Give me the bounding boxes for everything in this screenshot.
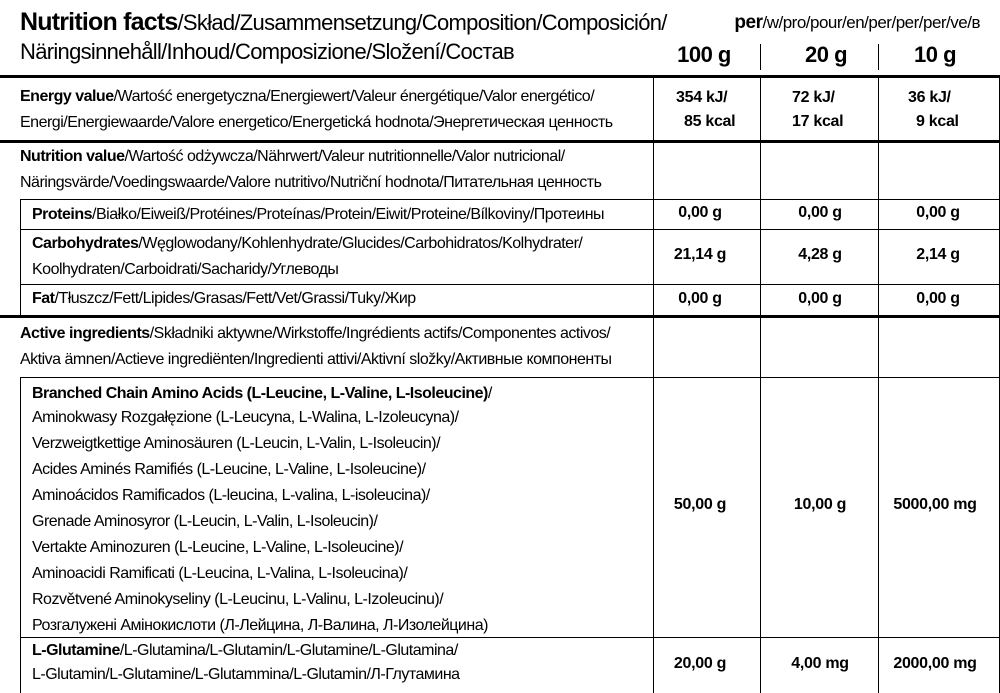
bcaa-line: Aminoacidi Ramificati (L-Leucina, L-Valina, L-Isoleucina)/ xyxy=(32,565,408,582)
glutamine-value-20g: 4,00 mg xyxy=(791,655,849,672)
energy-label-line2: Energi/Energiewaarde/Valore energetico/Energetická hodnota/Энергетическая ценность xyxy=(20,114,613,131)
nutrition-label: Nutrition value/Wartość odżywcza/Nährwert/Valeur nutritionnelle/Valor nutricional/ xyxy=(20,148,565,165)
active-ingredients-label: Active ingredients/Składniki aktywne/Wirkstoffe/Ingrédients actifs/Componentes activos/ xyxy=(20,325,611,342)
carbohydrates-value-100g: 21,14 g xyxy=(673,246,727,263)
bcaa-value-20g: 10,00 g xyxy=(793,496,847,513)
bcaa-line: Vertakte Aminozuren (L-Leucine, L-Valine, L-Isoleucine)/ xyxy=(32,539,404,556)
column-divider xyxy=(878,78,879,693)
bcaa-label: Branched Chain Amino Acids (L-Leucine, L-Valine, L-Isoleucine)/ xyxy=(32,385,492,402)
bcaa-translations xyxy=(32,405,488,639)
fat-value-100g: 0,00 g xyxy=(678,290,722,307)
active-ingredients-label-line2: Aktiva ämnen/Actieve ingrediënten/Ingredienti attivi/Aktivní složky/Активные компоненты xyxy=(20,351,612,368)
header-rule xyxy=(0,75,1000,78)
bcaa-value-100g: 50,00 g xyxy=(673,496,727,513)
column-divider xyxy=(878,44,879,70)
proteins-label: Proteins/Białko/Eiweiß/Protéines/Proteínas/Protein/Eiwit/Proteine/Bílkoviny/Протеины xyxy=(32,206,605,223)
energy-value-20g: 72 kJ/ 17 kcal xyxy=(792,89,844,130)
column-header-10g: 10 g xyxy=(913,42,957,67)
bcaa-line: Розгалужені Амінокислоти (Л-Лейцина, Л-Валина, Л-Изолейцина) xyxy=(32,617,488,634)
column-header-100g: 100 g xyxy=(677,42,731,67)
indent-rule xyxy=(20,377,21,693)
proteins-value-20g: 0,00 g xyxy=(798,204,842,221)
bcaa-line: Grenade Aminosyror (L-Leucin, L-Valin, L-Isoleucin)/ xyxy=(32,513,378,530)
carbohydrates-label-line2: Koolhydraten/Carboidrati/Sacharidy/Углеводы xyxy=(32,261,339,278)
energy-value-100g: 354 kJ/ 85 kcal xyxy=(676,89,736,130)
glutamine-value-10g: 2000,00 mg xyxy=(893,655,977,672)
carbohydrates-label: Carbohydrates/Węglowodany/Kohlenhydrate/Glucides/Carbohidratos/Kolhydrater/ xyxy=(32,235,583,252)
glutamine-label-line2: L-Glutamin/L-Glutamine/L-Glutammina/L-Glutamin/Л-Глутамина xyxy=(32,666,460,683)
bcaa-line: Acides Aminés Ramifiés (L-Leucine, L-Valine, L-Isoleucine)/ xyxy=(32,461,426,478)
carbohydrates-value-20g: 4,28 g xyxy=(798,246,842,263)
glutamine-label: L-Glutamine/L-Glutamina/L-Glutamin/L-Glutamine/L-Glutamina/ xyxy=(32,642,458,659)
table-title: Nutrition facts/Skład/Zusammensetzung/Composition/Composición/ xyxy=(20,8,667,36)
column-divider xyxy=(653,78,654,693)
per-label: per/w/pro/pour/en/per/per/per/ve/в xyxy=(734,12,980,33)
energy-value-10g: 36 kJ/ 9 kcal xyxy=(908,89,959,130)
bcaa-line: Rozvětvené Aminokyseliny (L-Leucinu, L-Valinu, L-Izoleucinu)/ xyxy=(32,591,444,608)
glutamine-value-100g: 20,00 g xyxy=(673,655,727,672)
fat-value-10g: 0,00 g xyxy=(916,290,960,307)
section-rule xyxy=(0,140,1000,143)
bcaa-line: Verzweigtkettige Aminosäuren (L-Leucin, L-Valin, L-Isoleucin)/ xyxy=(32,435,441,452)
indent-rule xyxy=(20,199,21,315)
fat-label: Fat/Tłuszcz/Fett/Lipides/Grasas/Fett/Vet/Grassi/Tuky/Жир xyxy=(32,290,416,307)
column-divider xyxy=(760,44,761,70)
section-rule xyxy=(0,315,1000,318)
row-rule xyxy=(20,229,1000,230)
proteins-value-100g: 0,00 g xyxy=(678,204,722,221)
nutrition-label-line2: Näringsvärde/Voedingswaarde/Valore nutritivo/Nutriční hodnota/Питательная ценность xyxy=(20,174,602,191)
column-divider xyxy=(760,78,761,693)
bcaa-line: Aminoácidos Ramificados (L-leucina, L-valina, L-isoleucina)/ xyxy=(32,487,430,504)
table-title-line2: Näringsinnehåll/Inhoud/Composizione/Složení/Состав xyxy=(20,39,515,64)
carbohydrates-value-10g: 2,14 g xyxy=(916,246,960,263)
energy-label: Energy value/Wartość energetyczna/Energiewert/Valeur énergétique/Valor energético/ xyxy=(20,88,595,105)
row-rule xyxy=(20,199,1000,200)
bcaa-value-10g: 5000,00 mg xyxy=(893,496,977,513)
column-header-20g: 20 g xyxy=(804,42,848,67)
row-rule xyxy=(20,377,1000,378)
proteins-value-10g: 0,00 g xyxy=(916,204,960,221)
fat-value-20g: 0,00 g xyxy=(798,290,842,307)
row-rule xyxy=(20,284,1000,285)
bcaa-line: Aminokwasy Rozgałęzione (L-Leucyna, L-Walina, L-Izoleucyna)/ xyxy=(32,409,459,426)
